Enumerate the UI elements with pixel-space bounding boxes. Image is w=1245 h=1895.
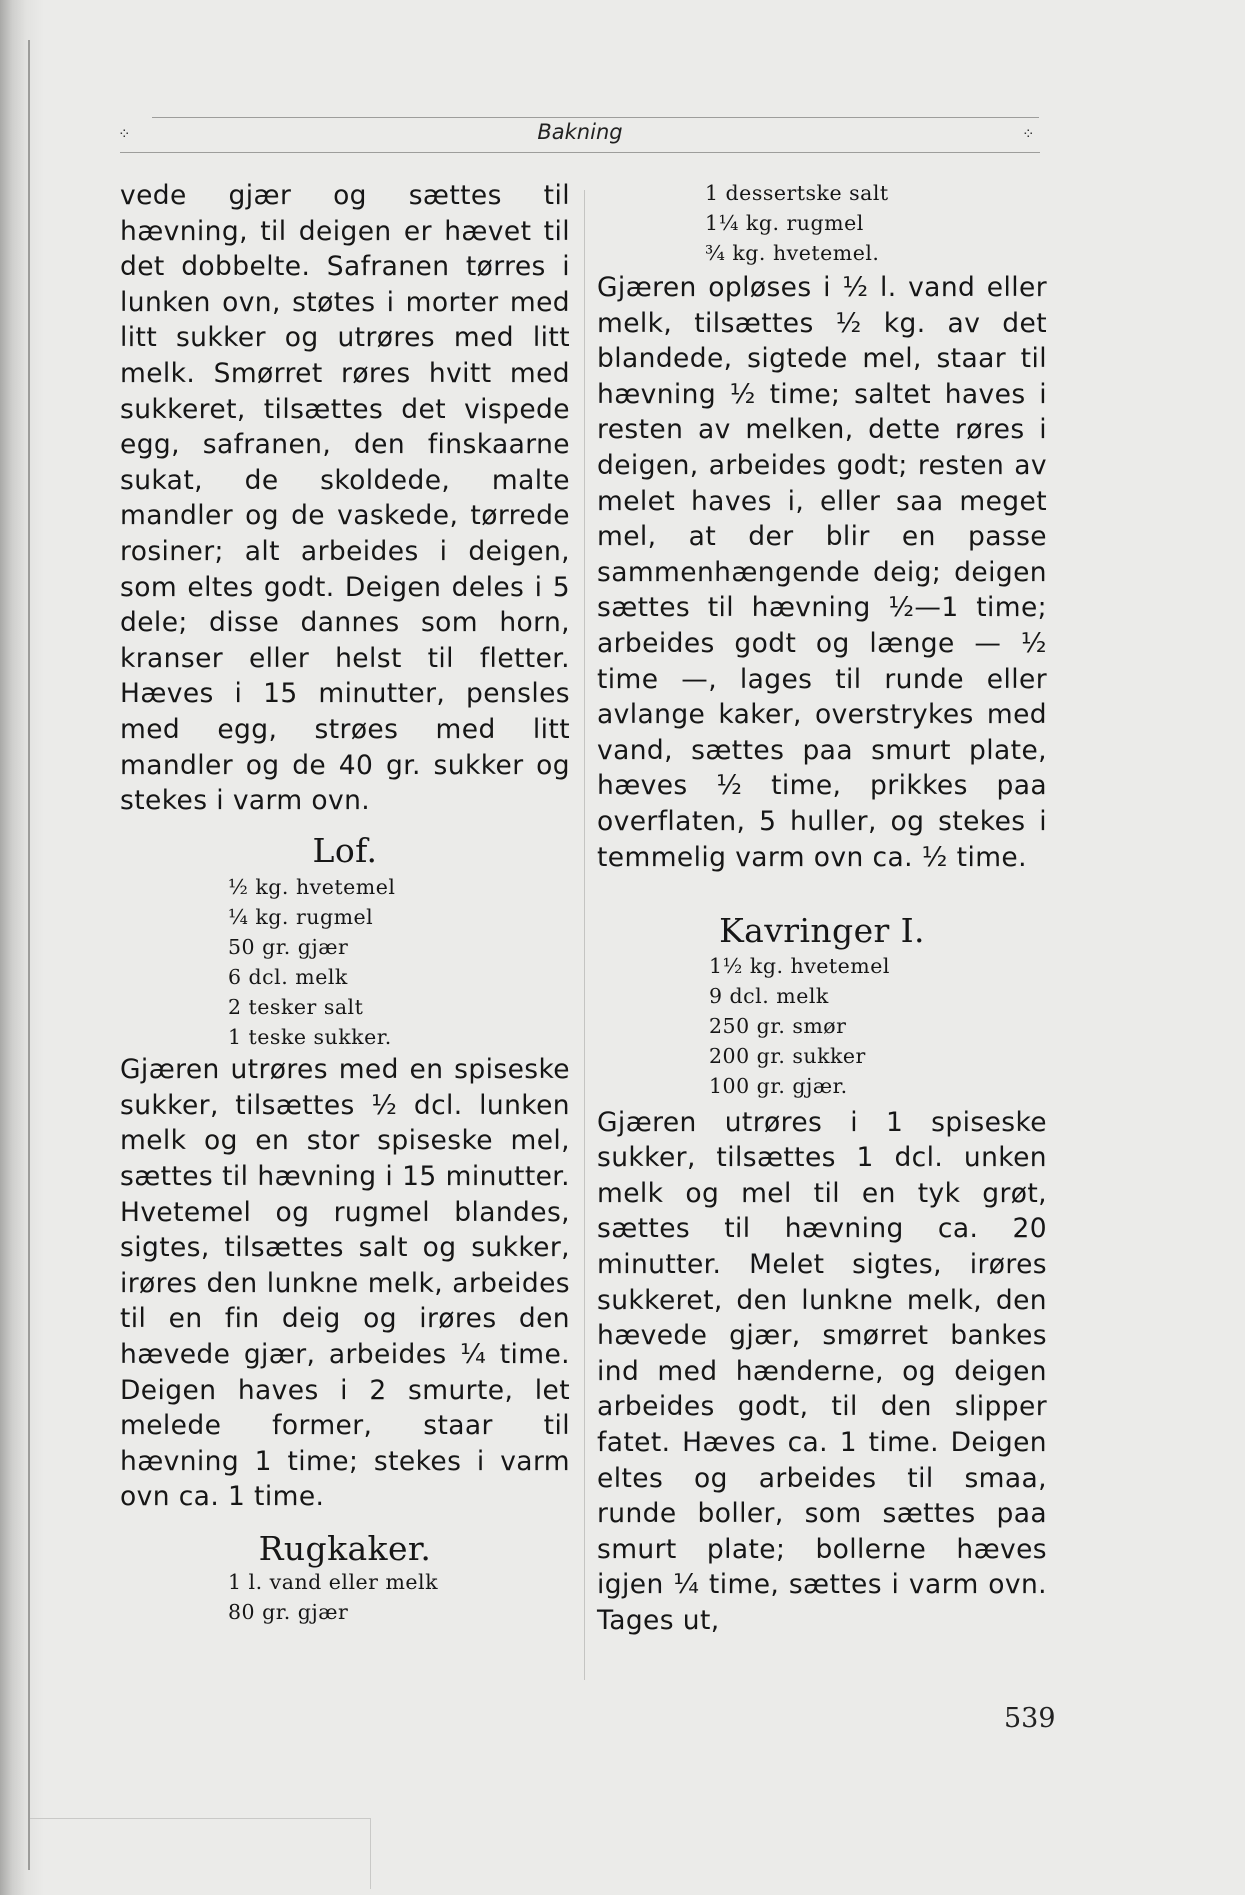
ingredient-list-kavringer [597, 951, 1047, 1101]
method-paragraph-kavringer: Gjæren utrøres i 1 spiseske sukker, tilsættes 1 dcl. unken melk og mel til en tyk grøt, sættes til hævning ca. 20 minutter. Melet sigtes, irøres sukkeret, den lunkne melk, den hævede gjær, smørret bankes ind med hænderne, og deigen arbeides godt, til den slipper fatet. Hæves ca. 1 time. Deigen eltes og arbeides til smaa, runde boller, som sættes paa smurt plate; bollerne hæves igjen ¼ time, sættes i varm ovn. Tages ut, [597, 1106, 1047, 1636]
header-rule-top [152, 117, 1039, 118]
ingredient-list-rugkaker [120, 1567, 570, 1627]
ingredient-item: 250 gr. smør [709, 1013, 847, 1038]
left-column [120, 178, 570, 1627]
ingredient-item: 6 dcl. melk [228, 965, 348, 990]
running-header-title: Bakning [537, 120, 623, 144]
page-edge-mark [30, 1818, 371, 1889]
book-spine-shadow [0, 0, 44, 1895]
ingredient-list-rugkaker-cont [597, 178, 1047, 268]
ingredient-item: ¾ kg. hvetemel. [705, 241, 880, 265]
ingredient-item: 9 dcl. melk [709, 983, 829, 1008]
continued-paragraph: vede gjær og sættes til hævning, til deigen er hævet til det dobbelte. Safranen tørres i lunken ovn, støtes i morter med litt sukker og utrøres med litt melk. Smørret røres hvitt med sukkeret, tilsættes det vispede egg, safranen, den finskaarne sukat, de skoldede, malte mandler og de vaskede, tørrede rosiner; alt arbeides i deigen, som eltes godt. Deigen deles i 5 dele; disse dannes som horn, kranser eller helst til fletter. Hæves i 15 minutter, pensles med egg, strøes med litt mandler og de 40 gr. sukker og stekes i varm ovn. [120, 180, 570, 817]
ingredient-item: 2 tesker salt [228, 995, 364, 1020]
ingredient-item: ½ kg. hvetemel [228, 875, 396, 900]
method-paragraph-lof: Gjæren utrøres med en spiseske sukker, tilsættes ½ dcl. lunken melk og en stor spiseske mel, sættes til hævning i 15 minutter. Hvetemel og rugmel blandes, sigtes, tilsættes salt og sukker, irøres den lunkne melk, arbeides til en fin deig og irøres den hævede gjær, arbeides ¼ time. Deigen haves i 2 smurte, let melede former, staar til hævning 1 time; stekes i varm ovn ca. 1 time. [120, 1054, 570, 1513]
page-number: 539 [1004, 1703, 1056, 1734]
header-ornament-right-icon: ⁘ [1022, 125, 1035, 143]
recipe-title-lof: Lof. [312, 830, 378, 870]
ingredient-list-lof [120, 872, 570, 1052]
ingredient-item: 80 gr. gjær [228, 1599, 349, 1624]
book-gutter-line [28, 40, 30, 1870]
ingredient-item: 1 dessertske salt [705, 181, 889, 205]
header-ornament-left-icon: ⁘ [118, 125, 131, 143]
recipe-title-kavringer: Kavringer I. [719, 911, 925, 951]
column-divider [584, 190, 585, 1680]
ingredient-item: 50 gr. gjær [228, 935, 349, 960]
right-column [597, 178, 1047, 1639]
header-rule-bottom [120, 152, 1040, 153]
ingredient-item: 1 teske sukker. [228, 1025, 392, 1050]
recipe-title-rugkaker: Rugkaker. [258, 1529, 432, 1568]
ingredient-item: 1½ kg. hvetemel [709, 953, 890, 978]
method-paragraph-rugkaker: Gjæren opløses i ½ l. vand eller melk, tilsættes ½ kg. av det blandede, sigtede mel, staar til hævning ½ time; saltet haves i resten av melken, dette røres i deigen, arbeides godt; resten av melet haves i, eller saa meget mel, at der blir en passe sammenhængende deig; deigen sættes til hævning ½—1 time; arbeides godt og længe — ½ time —, lages til runde eller avlange kaker, overstrykes med vand, sættes paa smurt plate, hæves ½ time, prikkes paa overflaten, 5 huller, og stekes i temmelig varm ovn ca. ½ time. [597, 272, 1047, 873]
ingredient-item: 100 gr. gjær. [709, 1073, 848, 1098]
ingredient-item: 200 gr. sukker [709, 1043, 866, 1068]
ingredient-item: ¼ kg. rugmel [228, 905, 374, 930]
ingredient-item: 1¼ kg. rugmel [705, 211, 864, 235]
ingredient-item: 1 l. vand eller melk [228, 1569, 439, 1594]
